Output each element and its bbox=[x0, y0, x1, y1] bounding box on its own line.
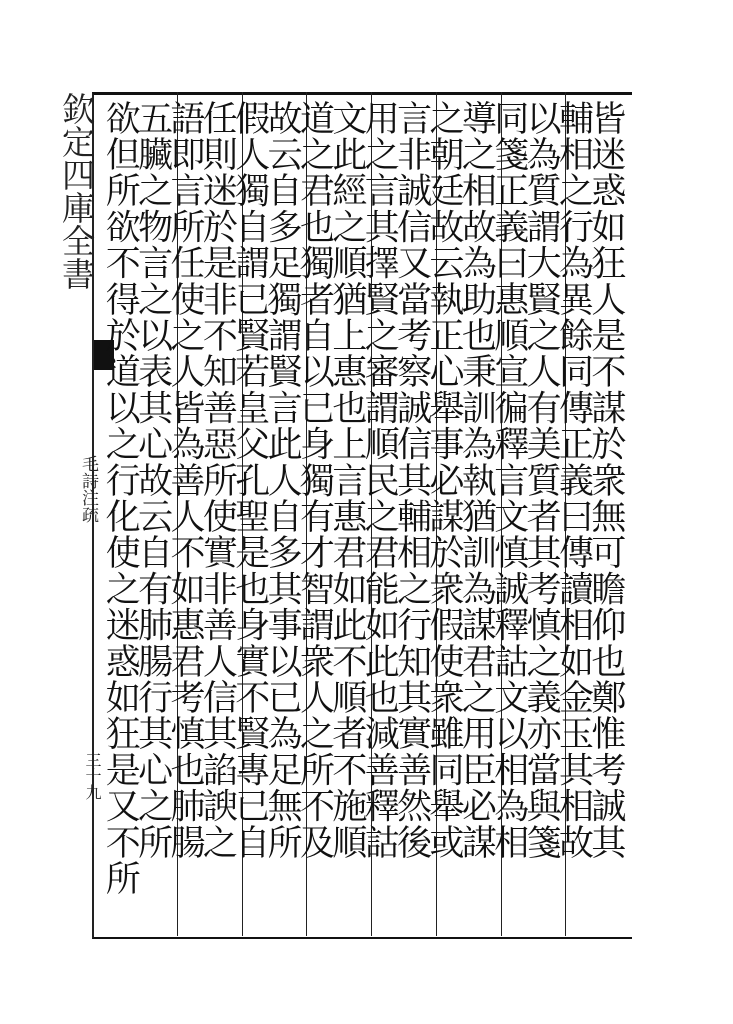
text-column: 導之相故為助也秉訓為執猶訓為謀君之用臣必謀 bbox=[456, 100, 497, 861]
text-column: 以為質謂大賢之人有美質者其考慎之義亦當與箋 bbox=[521, 100, 562, 861]
text-column: 文此經之順猶上惠也上言惠君如此不順者不施順 bbox=[326, 100, 367, 861]
book-title: 欽定四庫全書 bbox=[57, 92, 96, 290]
text-column: 同箋正義曰惠順宣徧釋言文慎誠釋詁文以相為相 bbox=[488, 100, 529, 861]
text-column: 道之君也獨者自以已身獨有才智謂衆人之所不及 bbox=[294, 100, 335, 861]
text-column: 語即言所任使之人皆為善人不如惠君考慎也肺腸 bbox=[164, 100, 205, 861]
text-column: 輔相之行為異餘同傳正義曰傳讀相如金玉其相故 bbox=[553, 100, 594, 861]
text-column: 任則迷於是非不知善惡所使實非善人信其諂諛之 bbox=[197, 100, 238, 861]
text-column: 故云自多足獨謂賢言此人自多其事以已為足無所 bbox=[262, 100, 303, 861]
page-number: 三十九 bbox=[83, 752, 102, 800]
text-column: 皆迷惑如狂人是不謀於衆無可瞻仰也鄭惟考誠其 bbox=[585, 100, 626, 861]
text-column: 欲但所欲不得於道以之行化使之迷惑如狂是又不所 bbox=[100, 100, 141, 897]
side-label: 毛詩注疏 bbox=[78, 455, 98, 523]
text-column: 用之言其擇賢之審謂順民之君能如此也減善釋詁 bbox=[359, 100, 400, 861]
text-column: 假人獨自謂已賢若皇父孔聖是也身實不賢專已自 bbox=[229, 100, 270, 861]
text-column: 五臟之物言之以表其心故云自有肺腸行其心之所 bbox=[132, 100, 173, 861]
text-column: 言非誠信又當考察誠信其輔相之行知其實善然後 bbox=[391, 100, 432, 861]
text-column: 之朝廷故云執正心舉事必謀於衆假使衆雖同舉或 bbox=[423, 100, 464, 861]
